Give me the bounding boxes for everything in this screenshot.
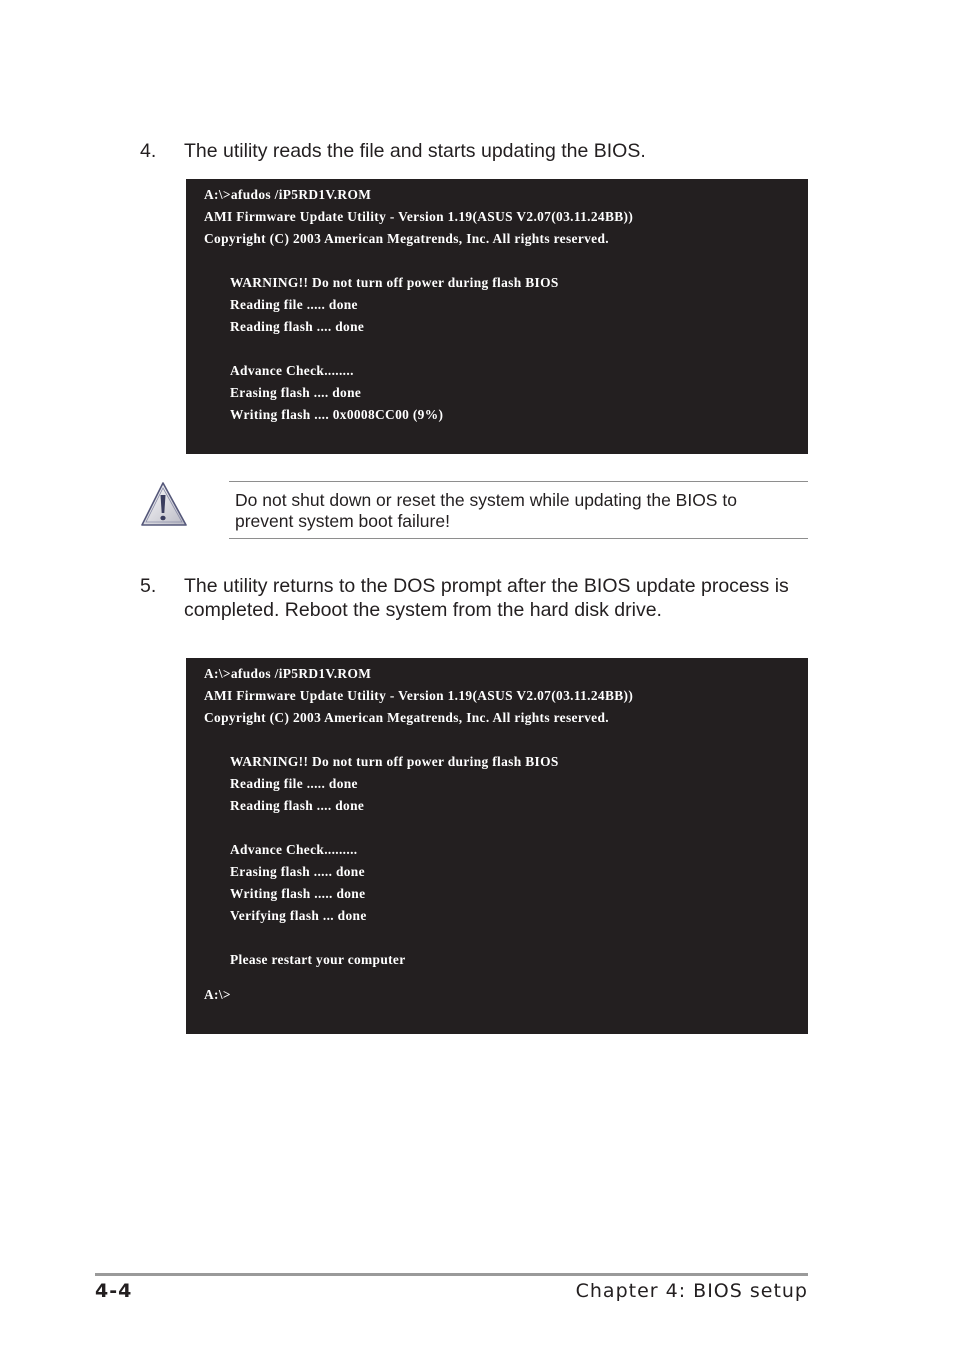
console-line: Advance Check......... [230,842,358,857]
console-line: Reading flash .... done [230,798,365,813]
console-line: A:\>afudos /iP5RD1V.ROM [204,666,372,681]
console-prompt: A:\> [204,987,231,1002]
console-line: Verifying flash ... done [230,908,367,923]
console-line: WARNING!! Do not turn off power during flash BIOS [230,754,559,769]
console-line: Writing flash .... 0x0008CC00 (9%) [230,407,444,422]
console-output-updating [186,179,808,454]
console-output-completed [186,658,808,1034]
console-line: WARNING!! Do not turn off power during flash BIOS [230,275,559,290]
console-line: Reading file ..... done [230,297,358,312]
console-line: Copyright (C) 2003 American Megatrends, Inc. All rights reserved. [204,710,609,725]
console-line: Reading file ..... done [230,776,358,791]
step-number: 4. [140,140,157,162]
chapter-title: Chapter 4: BIOS setup [575,1280,808,1302]
console-line: A:\>afudos /iP5RD1V.ROM [204,187,372,202]
console-line: Please restart your computer [230,952,406,967]
warning-note [229,481,808,539]
console-line: AMI Firmware Update Utility - Version 1.19(ASUS V2.07(03.11.24BB)) [204,209,634,224]
console-line: AMI Firmware Update Utility - Version 1.19(ASUS V2.07(03.11.24BB)) [204,688,634,703]
console-line: Writing flash ..... done [230,886,366,901]
console-line: Erasing flash .... done [230,385,362,400]
console-line: Copyright (C) 2003 American Megatrends, Inc. All rights reserved. [204,231,609,246]
footer-divider [95,1273,808,1276]
warning-note-text: Do not shut down or reset the system while updating the BIOS to prevent system boot failure! [235,490,737,531]
step-text: The utility reads the file and starts updating the BIOS. [184,140,646,162]
step-text: The utility returns to the DOS prompt after the BIOS update process is completed. Reboot the system from the hard disk drive. [184,575,789,621]
step-number: 5. [140,575,157,597]
console-line: Erasing flash ..... done [230,864,365,879]
console-line: Reading flash .... done [230,319,365,334]
warning-triangle-icon [140,481,189,528]
page-number: 4-4 [95,1280,133,1302]
console-line: Advance Check........ [230,363,354,378]
